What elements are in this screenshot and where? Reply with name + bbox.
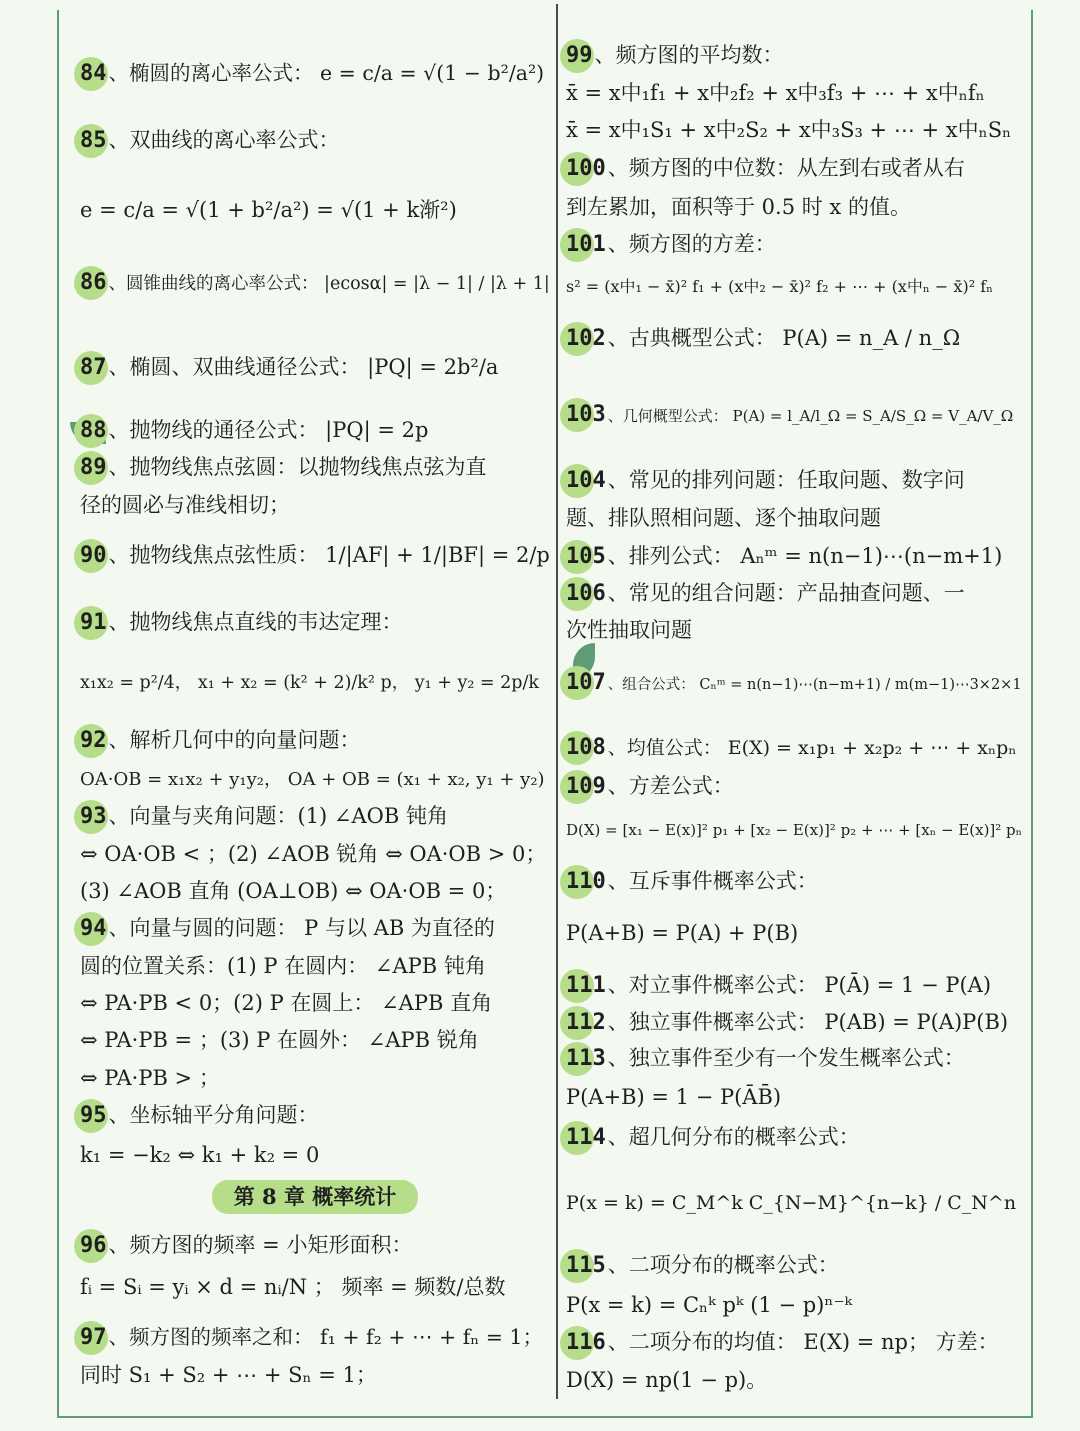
item-text: 、抛物线焦点弦性质： 1/|AF| + 1/|BF| = 2/p [108,543,550,567]
item-text: 径的圆必与准线相切； [80,493,290,517]
item-number: 84 [80,59,107,89]
item-text: P(x = k) = Cₙᵏ pᵏ (1 − p)ⁿ⁻ᵏ [566,1293,853,1317]
item-number: 105 [566,542,606,572]
item-number: 95 [80,1101,107,1131]
item-number: 108 [566,733,606,763]
item-number: 91 [80,608,107,638]
item-text: 、椭圆、双曲线通径公式： |PQ| = 2b²/a [108,355,499,379]
item-number: 94 [80,914,107,944]
item-107 [566,668,1026,700]
item-text: D(X) = np(1 − p)。 [566,1368,768,1392]
item-number: 106 [566,579,606,609]
item-text: 、向量与圆的问题： P 与以 AB 为直径的 [108,916,495,940]
item-text: D(X) = [x₁ − E(x)]² p₁ + [x₂ − E(x)]² p₂ + ⋯ + [xₙ − E(x)]² pₙ [566,821,1023,839]
item-number: 96 [80,1231,107,1261]
item-text: 题、排队照相问题、逐个抽取问题 [566,506,881,530]
item-number: 113 [566,1044,606,1074]
continuation-line [566,192,1026,222]
chapter-line [80,1180,550,1214]
item-84 [80,58,550,89]
item-text: 、常见的组合问题：产品抽查问题、一 [607,581,965,605]
item-text: P(A+B) = 1 − P(ĀB̄) [566,1085,782,1109]
item-number: 88 [80,416,107,446]
formula-line [566,1082,1026,1112]
item-number: 115 [566,1251,606,1281]
item-text: 到左累加，面积等于 0.5 时 x 的值。 [566,195,911,219]
formula-line [566,1188,1026,1218]
item-96 [80,1230,550,1261]
item-number: 102 [566,324,606,354]
item-text: 、组合公式： Cₙᵐ = n(n−1)⋯(n−m+1) / m(m−1)⋯3×2×1 [607,677,1022,693]
item-text: 、对立事件概率公式： P(Ā) = 1 − P(A) [607,973,992,997]
continuation-line [80,1025,550,1055]
item-108 [566,733,1026,763]
item-text: P(x = k) = C_M^k C_{N−M}^{n−k} / C_N^n [566,1192,1017,1214]
item-116 [566,1327,1026,1358]
item-85 [80,125,550,156]
item-114 [566,1122,1026,1153]
item-number: 99 [566,41,593,71]
item-102 [566,323,1026,354]
formula-line [566,115,1026,145]
chapter-heading: 第 8 章 概率统计 [212,1180,419,1214]
formula-line [566,78,1026,108]
item-number: 103 [566,400,606,430]
item-text: 、抛物线焦点弦圆：以抛物线焦点弦为直 [108,455,487,479]
item-115 [566,1250,1026,1281]
item-number: 104 [566,466,606,496]
formula-line [80,195,550,225]
continuation-line [80,951,550,981]
item-text: x̄ = x中₁S₁ + x中₂S₂ + x中₃S₃ + ⋯ + x中ₙSₙ [566,118,1012,142]
item-text: 、双曲线的离心率公式： [108,128,340,152]
item-text: 、抛物线焦点直线的韦达定理： [108,610,403,634]
item-text: 圆的位置关系：(1) P 在圆内： ∠APB 钝角 [80,954,486,978]
item-number: 93 [80,802,107,832]
continuation-line [80,839,550,869]
formula-line [80,668,550,698]
continuation-line [80,876,550,906]
item-97 [80,1322,550,1353]
item-text: s² = (x中₁ − x̄)² f₁ + (x中₂ − x̄)² f₂ + ⋯ + (x中ₙ − x̄)² fₙ [566,277,994,296]
item-text: 、抛物线的通径公式： |PQ| = 2p [108,418,429,442]
item-text: e = c/a = √(1 + b²/a²) = √(1 + k渐²) [80,198,457,222]
item-text: 、二项分布的均值： E(X) = np； 方差： [607,1330,999,1354]
item-105 [566,541,1026,572]
continuation-line [80,988,550,1018]
item-text: 同时 S₁ + S₂ + ⋯ + Sₙ = 1； [80,1363,377,1387]
continuation-line [80,490,550,520]
item-number: 107 [566,668,606,698]
formula-line [566,1365,1026,1395]
item-text: 、频方图的中位数：从左到右或者从右 [607,156,965,180]
item-text: 、互斥事件概率公式： [607,869,818,893]
item-text: 、频方图的方差： [607,232,776,256]
item-text: 、椭圆的离心率公式： e = c/a = √(1 − b²/a²) [108,61,545,85]
item-text: (3) ∠AOB 直角 (OA⊥OB) ⇔ OA·OB = 0； [80,879,507,903]
continuation-line [566,503,1026,533]
item-text: 、古典概型公式： P(A) = n_A / n_Ω [607,326,961,350]
item-text: 、向量与夹角问题：(1) ∠AOB 钝角 [108,804,449,828]
item-number: 92 [80,726,107,756]
formula-line [80,1272,550,1302]
formula-line [566,1290,1026,1320]
item-113 [566,1043,1026,1074]
item-87 [80,352,550,383]
formula-line [566,918,1026,948]
item-text: 、坐标轴平分角问题： [108,1103,319,1127]
formula-line [566,272,1026,302]
formula-line [80,1140,550,1170]
item-number: 114 [566,1123,606,1153]
item-text: 、排列公式： Aₙᵐ = n(n−1)⋯(n−m+1) [607,544,1003,568]
item-93 [80,801,550,832]
item-number: 89 [80,453,107,483]
item-text: ⇔ PA·PB < 0；(2) P 在圆上： ∠APB 直角 [80,991,493,1015]
item-text: 、独立事件概率公式： P(AB) = P(A)P(B) [607,1010,1009,1034]
item-103 [566,400,1026,431]
item-text: 、独立事件至少有一个发生概率公式： [607,1046,965,1070]
item-112 [566,1007,1026,1038]
item-111 [566,970,1026,1001]
continuation-line [80,1360,550,1390]
continuation-line [566,615,1026,645]
item-94 [80,913,550,944]
item-text: P(A+B) = P(A) + P(B) [566,921,799,945]
item-106 [566,578,1026,609]
item-86 [80,268,550,299]
item-110 [566,866,1026,897]
column-divider [556,4,558,1399]
item-99 [566,40,1026,71]
item-101 [566,229,1026,260]
item-text: ⇔ PA·PB = ；(3) P 在圆外： ∠APB 锐角 [80,1028,479,1052]
item-text: 、解析几何中的向量问题： [108,728,361,752]
item-91 [80,607,550,638]
item-number: 116 [566,1328,606,1358]
item-text: 、方差公式： [607,774,734,798]
item-90 [80,540,550,571]
item-number: 100 [566,154,606,184]
item-text: 、超几何分布的概率公式： [607,1125,860,1149]
item-text: 、频方图的频率之和： f₁ + f₂ + ⋯ + fₙ = 1； [108,1325,543,1349]
item-text: 、常见的排列问题：任取问题、数字问 [607,468,965,492]
item-text: ⇔ PA·PB > ； [80,1066,220,1090]
item-text: fᵢ = Sᵢ = yᵢ × d = nᵢ/N ； 频率 = 频数/总数 [80,1275,506,1299]
item-95 [80,1100,550,1131]
item-text: k₁ = −k₂ ⇔ k₁ + k₂ = 0 [80,1143,320,1167]
item-text: x₁x₂ = p²/4， x₁ + x₂ = (k² + 2)/k² p， y₁ + y₂ = 2p/k [80,673,539,693]
item-109 [566,771,1026,802]
item-number: 85 [80,126,107,156]
item-92 [80,725,550,756]
formula-line [566,815,1026,845]
item-text: ⇔ OA·OB < ；(2) ∠AOB 锐角 ⇔ OA·OB > 0； [80,842,547,866]
item-text: 、圆锥曲线的离心率公式： |ecosα| = |λ − 1| / |λ + 1| [108,274,550,294]
item-text: 、均值公式： E(X) = x₁p₁ + x₂p₂ + ⋯ + xₙpₙ [607,737,1017,759]
item-number: 111 [566,971,606,1001]
item-number: 109 [566,772,606,802]
item-number: 86 [80,268,107,298]
item-number: 112 [566,1008,606,1038]
item-text: 、二项分布的概率公式： [607,1253,839,1277]
item-number: 87 [80,353,107,383]
item-88 [80,415,550,446]
item-text: 、频方图的平均数： [594,43,784,67]
formula-line [80,765,550,795]
item-number: 110 [566,867,606,897]
item-104 [566,465,1026,496]
item-text: x̄ = x中₁f₁ + x中₂f₂ + x中₃f₃ + ⋯ + x中ₙfₙ [566,81,985,105]
item-text: 次性抽取问题 [566,618,692,642]
item-number: 97 [80,1323,107,1353]
item-text: OA·OB = x₁x₂ + y₁y₂， OA + OB = (x₁ + x₂, y₁ + y₂) [80,769,545,790]
item-89 [80,452,550,483]
item-number: 90 [80,541,107,571]
item-100 [566,153,1026,184]
item-text: 、频方图的频率 = 小矩形面积： [108,1233,413,1257]
item-text: 、几何概型公式： P(A) = l_A/l_Ω = S_A/S_Ω = V_A/V_Ω [607,407,1014,425]
item-number: 101 [566,230,606,260]
continuation-line [80,1063,550,1093]
